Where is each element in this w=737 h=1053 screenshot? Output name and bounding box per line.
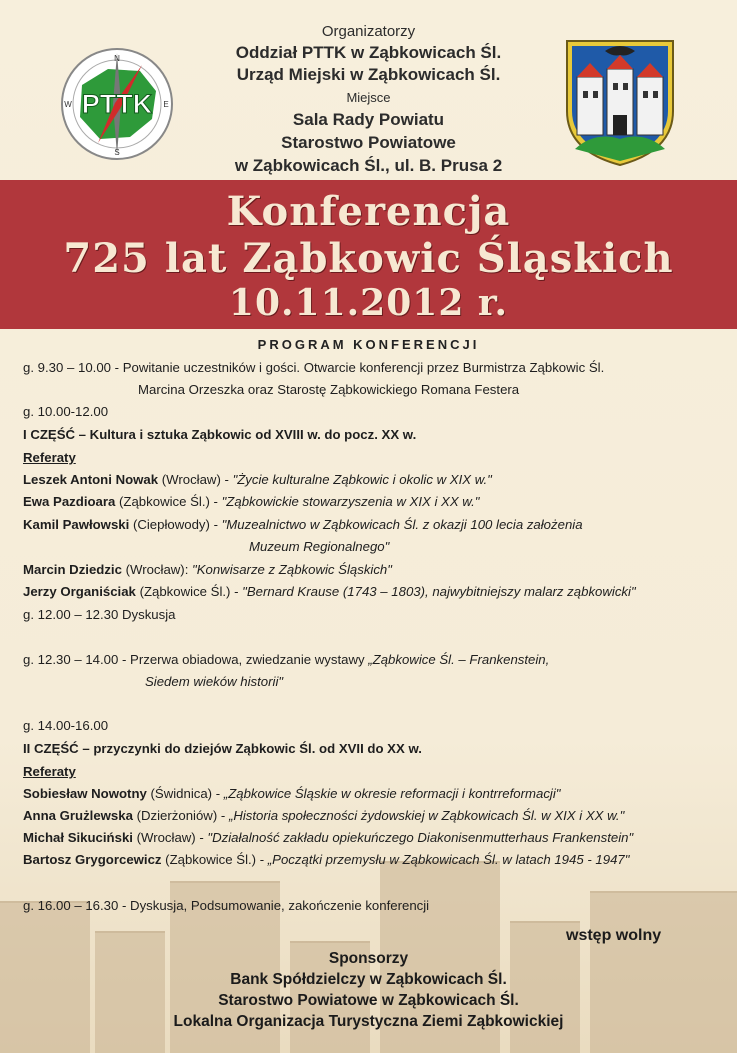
- city-crest-icon: [565, 39, 675, 167]
- sponsors-label: Sponsorzy: [328, 950, 409, 967]
- lecture-item: Leszek Antoni Nowak (Wrocław) - "Życie kulturalne Ząbkowic i okolic w XIX w.": [23, 472, 492, 487]
- program-line: g. 12.30 – 14.00 - Przerwa obiadowa, zwiedzanie wystawy „Ząbkowice Śl. – Frankenstein,: [23, 652, 550, 667]
- svg-text:E: E: [163, 100, 169, 109]
- lecture-item: Bartosz Grygorcewicz (Ząbkowice Śl.) - „Początki przemysłu w Ząbkowicach Śl. w latach 1945 - 1947": [23, 852, 630, 867]
- session-heading: I CZĘŚĆ – Kultura i sztuka Ząbkowic od XVIII w. do pocz. XX w.: [23, 427, 417, 442]
- session-heading: II CZĘŚĆ – przyczynki do dziejów Ząbkowic Śl. od XVII do XX w.: [23, 741, 422, 756]
- program-title: PROGRAM KONFERENCJI: [257, 337, 480, 352]
- svg-text:W: W: [64, 100, 72, 109]
- referaty-label: Referaty: [23, 764, 76, 779]
- place-3: w Ząbkowicach Śl., ul. B. Prusa 2: [234, 156, 503, 175]
- banner-subtitle: 725 lat Ząbkowic Śląskich: [63, 235, 674, 282]
- place-2: Starostwo Powiatowe: [281, 133, 456, 152]
- organizer-1: Oddział PTTK w Ząbkowicach Śl.: [235, 43, 502, 62]
- lecture-item: Anna Grużlewska (Dzierżoniów) - „Historia społeczności żydowskiej w Ząbkowicach Śl. w XIX i XX w.": [23, 808, 625, 823]
- program-line: g. 14.00-16.00: [23, 718, 109, 733]
- lecture-item-cont: Muzeum Regionalnego": [249, 539, 390, 554]
- place-1: Sala Rady Powiatu: [292, 110, 445, 129]
- lecture-item: Sobiesław Nowotny (Świdnica) - „Ząbkowice Śląskie w okresie reformacji i kontrreformacji": [23, 786, 561, 801]
- sponsor-2: Starostwo Powiatowe w Ząbkowicach Śl.: [218, 992, 519, 1009]
- program-line: g. 16.00 – 16.30 - Dyskusja, Podsumowanie, zakończenie konferencji: [23, 898, 430, 913]
- organizer-2: Urząd Miejski w Ząbkowicach Śl.: [236, 65, 501, 84]
- lecture-item: Kamil Pawłowski (Ciepłowody) - "Muzealnictwo w Ząbkowicach Śl. z okazji 100 lecia założenia: [23, 517, 583, 532]
- free-entry-label: wstęp wolny: [566, 927, 662, 944]
- title-banner: [0, 180, 737, 329]
- svg-text:N: N: [114, 54, 120, 63]
- lecture-item: Marcin Dziedzic (Wrocław): "Konwisarze z Ząbkowic Śląskich": [23, 562, 392, 577]
- banner-title: Konferencja: [226, 188, 511, 235]
- sponsor-1: Bank Spółdzielczy w Ząbkowicach Śl.: [230, 971, 507, 988]
- program-line: g. 12.00 – 12.30 Dyskusja: [23, 607, 176, 622]
- place-label: Miejsce: [346, 90, 391, 105]
- program-line: g. 10.00-12.00: [23, 404, 109, 419]
- program-line: Siedem wieków historii": [145, 674, 284, 689]
- svg-text:PTTK: PTTK: [81, 89, 153, 119]
- referaty-label: Referaty: [23, 450, 76, 465]
- program-line: Marcina Orzeszka oraz Starostę Ząbkowickiego Romana Festera: [138, 382, 520, 397]
- sponsor-3: Lokalna Organizacja Turystyczna Ziemi Ząbkowickiej: [173, 1013, 564, 1030]
- pttk-logo-icon: [60, 47, 174, 161]
- organizers-label: Organizatorzy: [321, 23, 416, 40]
- lecture-item: Ewa Pazdioara (Ząbkowice Śl.) - "Ząbkowickie stowarzyszenia w XIX i XX w.": [23, 494, 480, 509]
- header: [0, 0, 737, 180]
- banner-date: 10.11.2012 r.: [228, 282, 509, 324]
- program-line: g. 9.30 – 10.00 - Powitanie uczestników i gości. Otwarcie konferencji przez Burmistrza Ząbkowic Śl.: [23, 360, 605, 375]
- lecture-item: Jerzy Organiściak (Ząbkowice Śl.) - "Bernard Krause (1743 – 1803), najwybitniejszy malarz ząbkowicki": [23, 584, 636, 599]
- lecture-item: Michał Sikuciński (Wrocław) - "Działalność zakładu opiekuńczego Diakonisenmutterhaus Frankenstein": [23, 830, 634, 845]
- svg-text:S: S: [114, 148, 120, 157]
